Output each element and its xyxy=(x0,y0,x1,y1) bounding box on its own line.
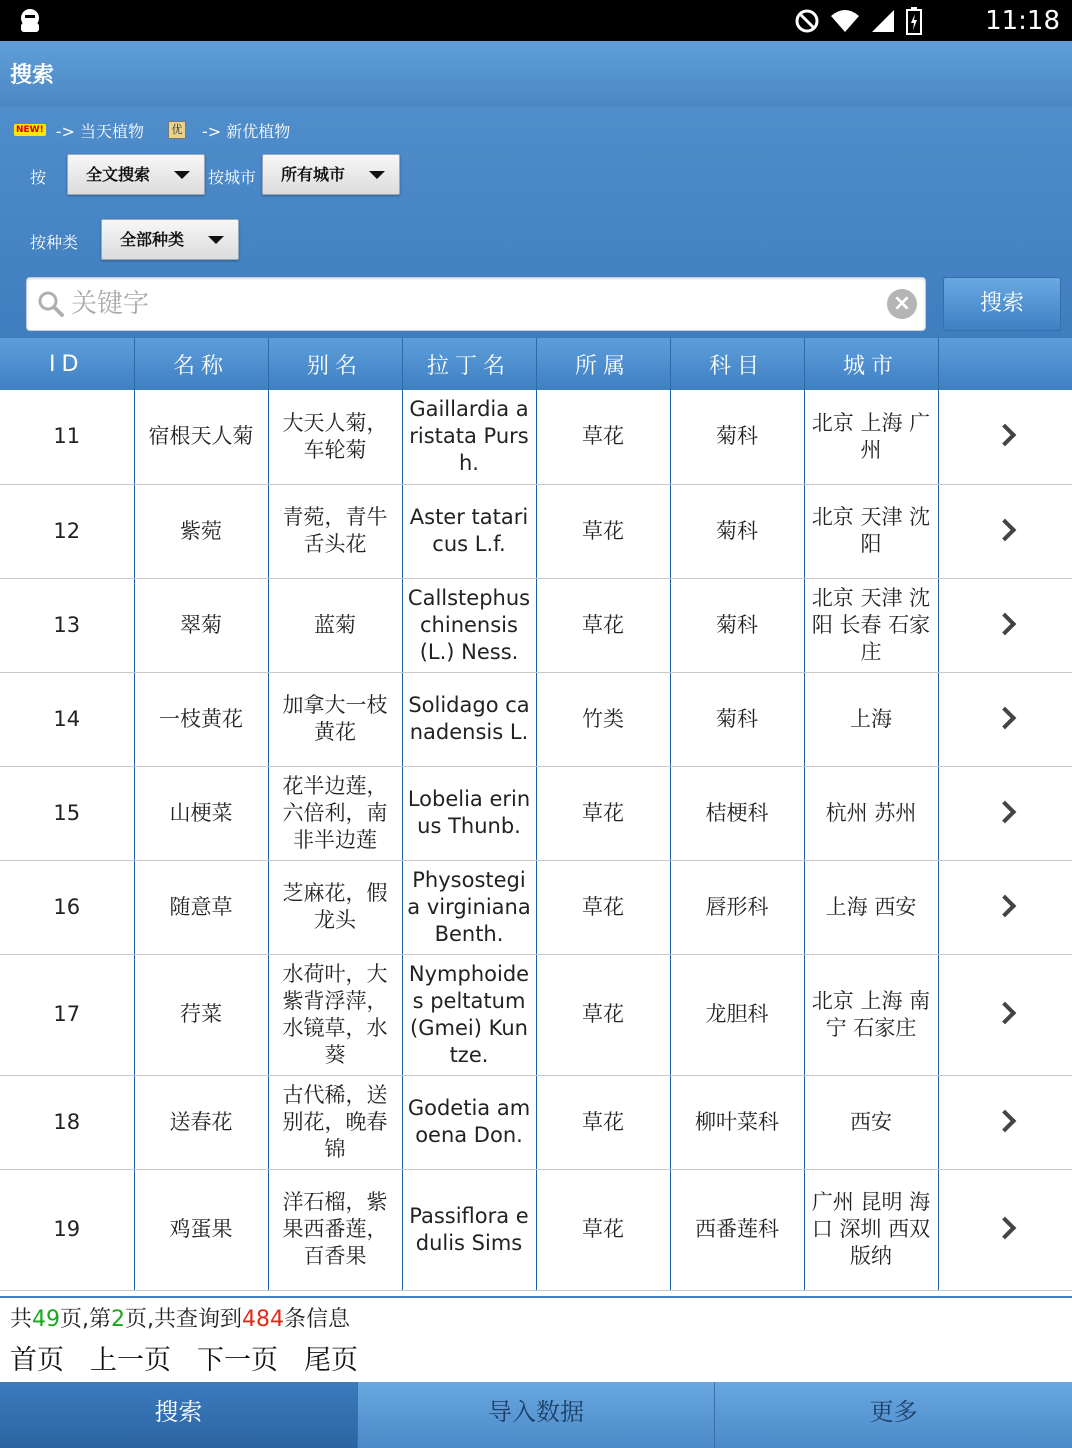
cell-category: 草花 xyxy=(536,1075,670,1169)
cell-city: 上海 西安 xyxy=(804,860,938,954)
cell-alias: 芝麻花，假龙头 xyxy=(268,860,402,954)
page-info-suffix: 条信息 xyxy=(284,1307,351,1332)
cell-family: 菊科 xyxy=(670,578,804,672)
cell-category: 竹类 xyxy=(536,672,670,766)
table-row[interactable] xyxy=(0,954,1072,1075)
app-notification-icon xyxy=(16,7,44,35)
search-mode-label: 按 xyxy=(30,168,47,187)
row-detail-button[interactable] xyxy=(938,1169,1072,1290)
chevron-right-icon xyxy=(994,518,1017,541)
chevron-down-icon xyxy=(174,171,190,179)
pagination-footer xyxy=(0,1296,1072,1384)
table-row[interactable] xyxy=(0,1169,1072,1290)
clear-icon[interactable]: × xyxy=(887,289,917,319)
first-page-link[interactable]: 首页 xyxy=(10,1345,64,1376)
table-row[interactable] xyxy=(0,860,1072,954)
bottom-tab-bar xyxy=(0,1382,1072,1448)
row-detail-button[interactable] xyxy=(938,578,1072,672)
city-select[interactable] xyxy=(262,154,400,195)
page-info-mid1: 页,第 xyxy=(60,1307,112,1332)
cell-city: 北京 上海 南宁 石家庄 xyxy=(804,954,938,1075)
row-detail-button[interactable] xyxy=(938,954,1072,1075)
prev-page-link[interactable]: 上一页 xyxy=(90,1345,171,1376)
cell-family: 菊科 xyxy=(670,484,804,578)
cell-category: 草花 xyxy=(536,766,670,860)
cell-family: 龙胆科 xyxy=(670,954,804,1075)
chevron-right-icon xyxy=(994,706,1017,729)
row-detail-button[interactable] xyxy=(938,390,1072,484)
new-badge-icon: NEW! xyxy=(16,125,44,135)
type-select[interactable] xyxy=(101,219,239,260)
cell-category: 草花 xyxy=(536,860,670,954)
cell-alias: 水荷叶，大紫背浮萍，水镜草，水葵 xyxy=(268,954,402,1075)
cell-family: 菊科 xyxy=(670,390,804,484)
cell-alias: 青菀，青牛舌头花 xyxy=(268,484,402,578)
cell-id: 14 xyxy=(0,672,134,766)
clock: 11:18 xyxy=(985,6,1060,36)
cell-latin: Lobelia erinus Thunb. xyxy=(402,766,536,860)
you-badge-icon: 优 xyxy=(168,121,186,139)
cell-family: 西番莲科 xyxy=(670,1169,804,1290)
cell-family: 桔梗科 xyxy=(670,766,804,860)
cell-name: 随意草 xyxy=(134,860,268,954)
header-family: 科目 xyxy=(670,338,804,390)
signal-icon xyxy=(870,8,896,34)
cell-category: 草花 xyxy=(536,954,670,1075)
row-detail-button[interactable] xyxy=(938,766,1072,860)
cell-name: 翠菊 xyxy=(134,578,268,672)
cell-latin: Solidago canadensis L. xyxy=(402,672,536,766)
cell-id: 19 xyxy=(0,1169,134,1290)
cell-id: 17 xyxy=(0,954,134,1075)
search-mode-select[interactable] xyxy=(67,154,205,195)
cell-id: 13 xyxy=(0,578,134,672)
do-not-disturb-icon xyxy=(794,8,820,34)
table-row[interactable] xyxy=(0,578,1072,672)
chevron-right-icon xyxy=(994,1217,1017,1240)
last-page-link[interactable]: 尾页 xyxy=(304,1345,358,1376)
cell-name: 荇菜 xyxy=(134,954,268,1075)
type-label: 按种类 xyxy=(30,233,79,252)
cell-alias: 加拿大一枝黄花 xyxy=(268,672,402,766)
table-header-row xyxy=(0,338,1072,390)
cell-category: 草花 xyxy=(536,578,670,672)
search-input[interactable] xyxy=(69,284,873,324)
legend xyxy=(14,119,290,141)
cell-latin: Physostegia virginiana Benth. xyxy=(402,860,536,954)
cell-id: 11 xyxy=(0,390,134,484)
search-button[interactable]: 搜索 xyxy=(943,277,1061,331)
chevron-right-icon xyxy=(994,1002,1017,1025)
cell-id: 18 xyxy=(0,1075,134,1169)
type-value: 全部种类 xyxy=(120,230,185,249)
chevron-right-icon xyxy=(994,424,1017,447)
plant-table xyxy=(0,338,1072,1291)
chevron-down-icon xyxy=(369,171,385,179)
cell-category: 草花 xyxy=(536,484,670,578)
tab-more[interactable]: 更多 xyxy=(715,1382,1072,1448)
you-legend-text: -> 新优植物 xyxy=(202,121,291,141)
cell-family: 柳叶菜科 xyxy=(670,1075,804,1169)
cell-family: 唇形科 xyxy=(670,860,804,954)
search-mode-value: 全文搜索 xyxy=(86,165,151,184)
tab-search[interactable]: 搜索 xyxy=(0,1382,358,1448)
wifi-icon xyxy=(830,8,860,34)
chevron-right-icon xyxy=(994,612,1017,635)
title-bar xyxy=(0,41,1072,108)
next-page-link[interactable]: 下一页 xyxy=(197,1345,278,1376)
cell-city: 杭州 苏州 xyxy=(804,766,938,860)
cell-city: 北京 天津 沈阳 xyxy=(804,484,938,578)
cell-latin: Passiflora edulis Sims xyxy=(402,1169,536,1290)
city-label: 按城市 xyxy=(208,168,257,187)
new-legend-text: -> 当天植物 xyxy=(55,121,144,141)
page-info-prefix: 共 xyxy=(10,1307,33,1332)
header-latin: 拉丁名 xyxy=(402,338,536,390)
chevron-down-icon xyxy=(208,236,224,244)
cell-city: 西安 xyxy=(804,1075,938,1169)
system-icons xyxy=(794,6,922,36)
cell-name: 送春花 xyxy=(134,1075,268,1169)
page-title: 搜索 xyxy=(10,63,55,88)
row-detail-button[interactable] xyxy=(938,484,1072,578)
cell-id: 16 xyxy=(0,860,134,954)
status-bar xyxy=(0,0,1072,41)
chevron-right-icon xyxy=(994,800,1017,823)
chevron-right-icon xyxy=(994,894,1017,917)
cell-id: 15 xyxy=(0,766,134,860)
cell-category: 草花 xyxy=(536,390,670,484)
cell-name: 紫菀 xyxy=(134,484,268,578)
header-name: 名称 xyxy=(134,338,268,390)
cell-name: 一枝黄花 xyxy=(134,672,268,766)
cell-family: 菊科 xyxy=(670,672,804,766)
total-pages: 49 xyxy=(32,1307,61,1332)
header-alias: 别名 xyxy=(268,338,402,390)
cell-latin: Gaillardia aristata Pursh. xyxy=(402,390,536,484)
table-row[interactable] xyxy=(0,766,1072,860)
table-row[interactable] xyxy=(0,672,1072,766)
cell-city: 上海 xyxy=(804,672,938,766)
cell-alias: 古代稀，送别花，晚春锦 xyxy=(268,1075,402,1169)
cell-latin: Nymphoides peltatum (Gmei) Kuntze. xyxy=(402,954,536,1075)
cell-city: 北京 上海 广州 xyxy=(804,390,938,484)
cell-alias: 大天人菊，车轮菊 xyxy=(268,390,402,484)
row-detail-button[interactable] xyxy=(938,672,1072,766)
cell-latin: Aster tataricus L.f. xyxy=(402,484,536,578)
row-detail-button[interactable] xyxy=(938,860,1072,954)
chevron-right-icon xyxy=(994,1109,1017,1132)
cell-name: 鸡蛋果 xyxy=(134,1169,268,1290)
header-id: ID xyxy=(0,338,134,390)
search-icon xyxy=(37,290,65,318)
header-city: 城市 xyxy=(804,338,938,390)
row-detail-button[interactable] xyxy=(938,1075,1072,1169)
table-row[interactable] xyxy=(0,484,1072,578)
header-category: 所属 xyxy=(536,338,670,390)
total-records: 484 xyxy=(242,1307,285,1332)
city-value: 所有城市 xyxy=(281,165,346,184)
page-nav xyxy=(10,1338,358,1377)
table-row[interactable] xyxy=(0,1075,1072,1169)
cell-name: 宿根天人菊 xyxy=(134,390,268,484)
header-action xyxy=(938,338,1072,390)
page-info xyxy=(10,1302,350,1333)
cell-category: 草花 xyxy=(536,1169,670,1290)
cell-latin: Callstephus chinensis (L.) Ness. xyxy=(402,578,536,672)
cell-name: 山梗菜 xyxy=(134,766,268,860)
page-info-mid2: 页,共查询到 xyxy=(125,1307,243,1332)
cell-alias: 蓝菊 xyxy=(268,578,402,672)
cell-alias: 洋石榴，紫果西番莲，百香果 xyxy=(268,1169,402,1290)
cell-id: 12 xyxy=(0,484,134,578)
cell-city: 广州 昆明 海口 深圳 西双版纳 xyxy=(804,1169,938,1290)
cell-alias: 花半边莲，六倍利，南非半边莲 xyxy=(268,766,402,860)
cell-latin: Godetia amoena Don. xyxy=(402,1075,536,1169)
battery-icon xyxy=(906,7,922,35)
search-box xyxy=(26,277,926,331)
current-page: 2 xyxy=(111,1307,126,1332)
table-row[interactable] xyxy=(0,390,1072,484)
cell-city: 北京 天津 沈阳 长春 石家庄 xyxy=(804,578,938,672)
tab-import-data[interactable]: 导入数据 xyxy=(358,1382,716,1448)
